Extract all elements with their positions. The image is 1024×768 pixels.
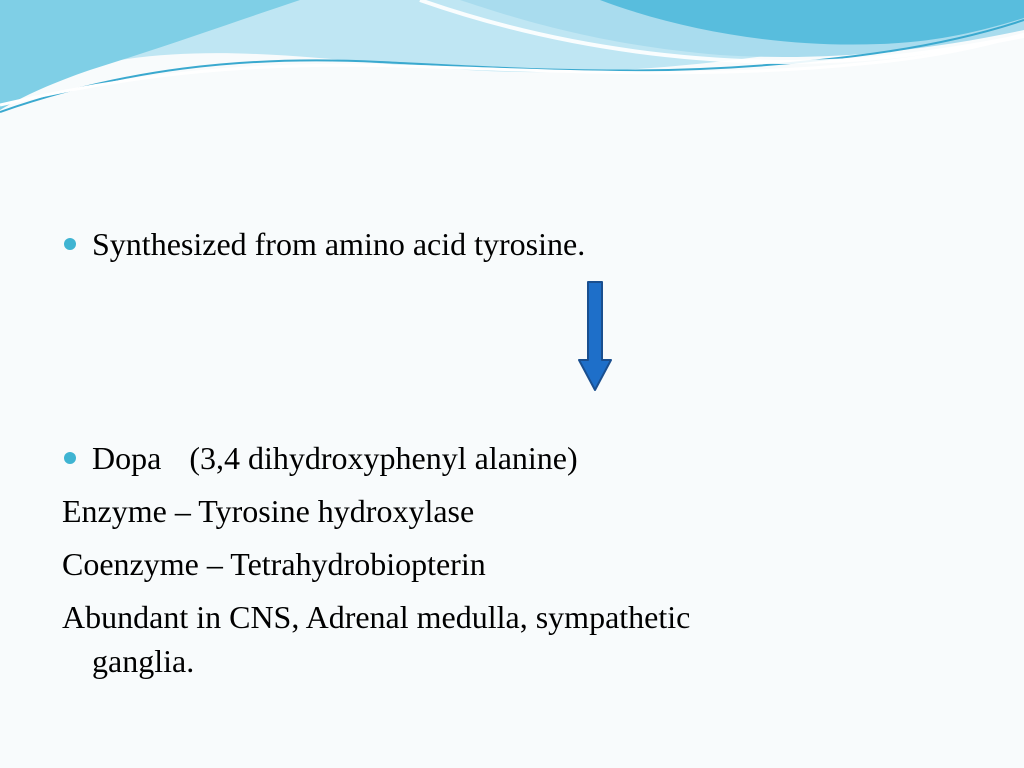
dopa-definition: (3,4 dihydroxyphenyl alanine) (189, 440, 578, 476)
bullet-dot-icon (64, 238, 76, 250)
bullet-dot-icon (64, 452, 76, 464)
bullet-text-dopa (92, 439, 578, 477)
dopa-label: Dopa (92, 440, 162, 476)
down-arrow-icon (576, 280, 614, 394)
bullet-text-synthesized: Synthesized from amino acid tyrosine. (92, 226, 586, 262)
header-wave-decoration (0, 0, 1024, 130)
abundant-line: Abundant in CNS, Adrenal medulla, sympathetic (62, 599, 691, 635)
abundant-line-continuation: ganglia. (92, 643, 195, 679)
enzyme-line: Enzyme – Tyrosine hydroxylase (62, 493, 475, 529)
coenzyme-line: Coenzyme – Tetrahydrobiopterin (62, 546, 486, 582)
